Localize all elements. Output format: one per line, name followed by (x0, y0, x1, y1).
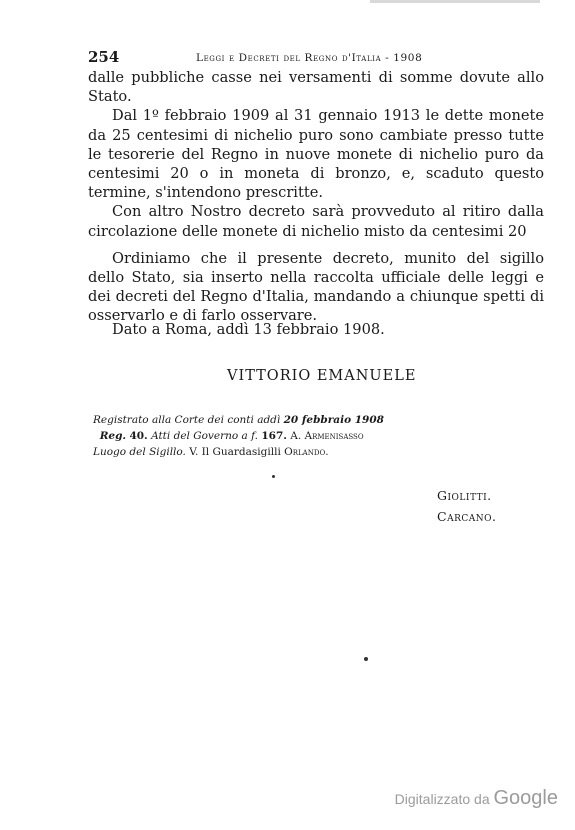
registration-note (93, 412, 413, 460)
folio-number: 167. (261, 430, 287, 442)
guardasigilli-label: V. Il Guardasigilli (189, 446, 281, 458)
registration-line-1 (93, 412, 413, 428)
decree-body (88, 68, 544, 326)
paragraph-continuation: dalle pubbliche casse nei versamenti di somme dovute allo Stato. (88, 69, 544, 106)
signature-giolitti: Giolitti. (437, 488, 492, 503)
signature-carcano: Carcano. (437, 509, 497, 524)
registration-prefix: Registrato alla Corte dei conti addì (93, 414, 281, 426)
seal-place-label: Luogo del Sigillo. (93, 446, 186, 458)
minister-signatures (437, 485, 496, 527)
page-number: 254 (88, 48, 120, 66)
page-header (88, 48, 548, 68)
paragraph-exchange: Dal 1º febbraio 1909 al 31 gennaio 1913 le dette monete da 25 centesimi di nichelio puro sono cambiate presso tutte le tesorerie del Regno in nuove monete di nichelio puro da centesimi 20 o in moneta di bronzo, e, scaduto questo termine, s'intendono prescritte. (88, 107, 544, 202)
guardasigilli-name: Orlando. (284, 446, 329, 458)
registration-line-3 (93, 444, 413, 460)
king-signature: VITTORIO EMANUELE (227, 368, 417, 384)
running-head: Leggi e Decreti del Regno d'Italia - 1908 (196, 52, 423, 64)
registration-line-2 (93, 428, 413, 444)
digitization-watermark (395, 787, 558, 810)
paragraph-withdrawal: Con altro Nostro decreto sarà provveduto al ritiro dalla circolazione delle monete di nichelio misto da centesimi 20 (88, 203, 544, 240)
top-edge-mark (370, 0, 540, 3)
registration-date: 20 febbraio 1908 (283, 414, 384, 426)
date-line: Dato a Roma, addì 13 febbraio 1908. (112, 321, 385, 338)
google-logo: Google (493, 787, 558, 809)
register-label: Reg. (99, 430, 127, 442)
register-number: 40. (129, 430, 148, 442)
ink-speck (272, 475, 275, 478)
paragraph-order: Ordiniamo che il presente decreto, munito del sigillo dello Stato, sia inserto nella raccolta ufficiale delle leggi e dei decreti del Regno d'Italia, mandando a chiunque spetti di osservarlo e di farlo osservare. (88, 249, 544, 325)
ink-speck (364, 657, 368, 661)
acts-label: Atti del Governo a f. (151, 430, 258, 442)
registrar-name: A. Armenisasso (290, 430, 364, 442)
watermark-prefix: Digitalizzato da (394, 791, 490, 807)
